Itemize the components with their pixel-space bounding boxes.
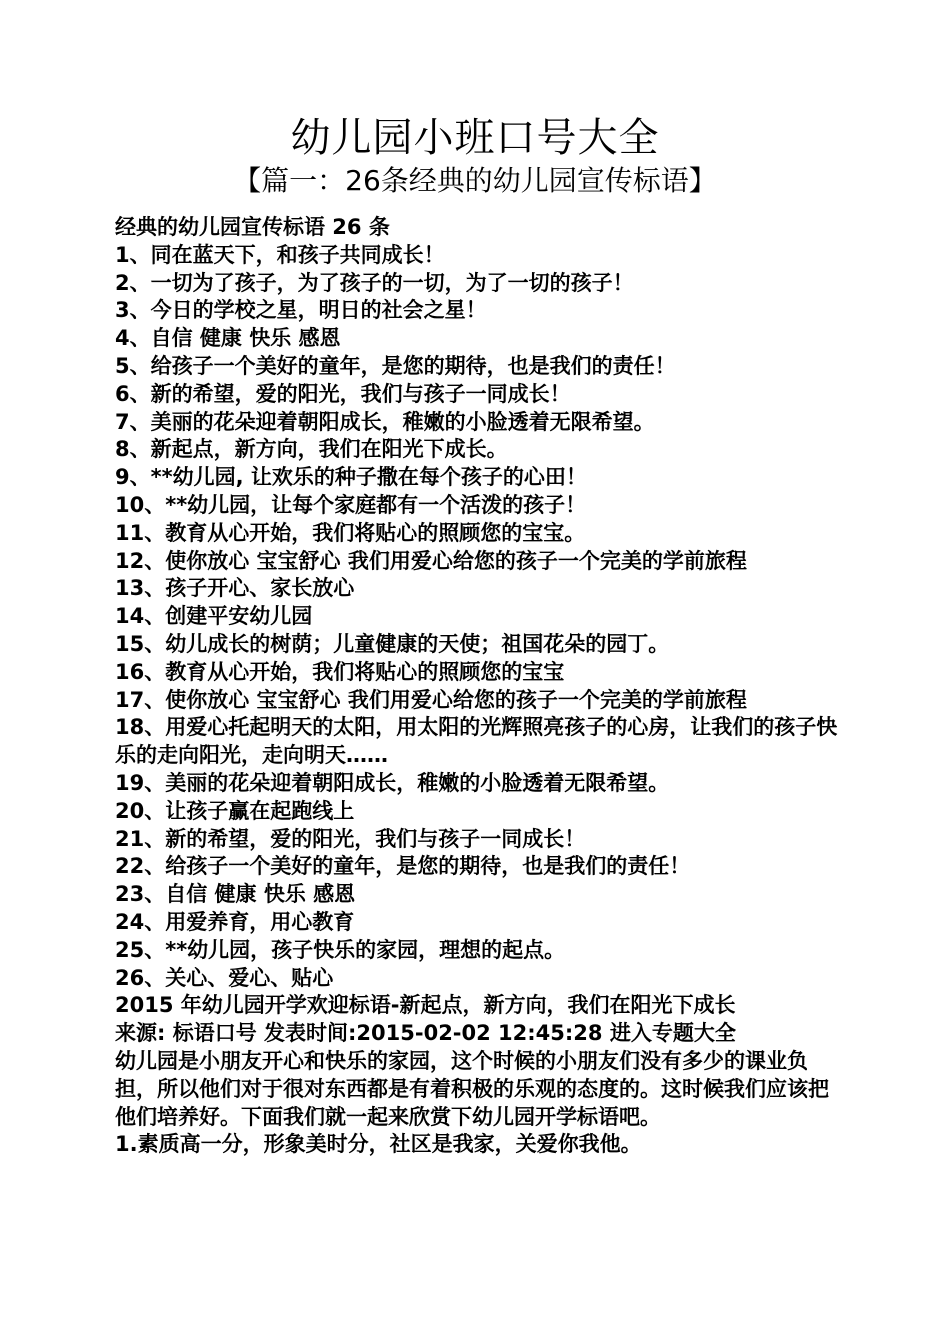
text-line: 13、孩子开心、家长放心 [115,576,355,601]
text-line: 乐的走向阳光，走向明天…… [115,743,388,768]
text-line: 26、关心、爱心、贴心 [115,965,334,990]
text-line: 23、自信 健康 快乐 感恩 [115,882,356,907]
text-line: 12、使你放心 宝宝舒心 我们用爱心给您的孩子一个完美的学前旅程 [115,548,747,573]
text-line: 7、美丽的花朵迎着朝阳成长，稚嫩的小脸透着无限希望。 [115,409,655,434]
text-line: 15、幼儿成长的树荫；儿童健康的天使；祖国花朵的园丁。 [115,631,670,656]
text-line: 3、今日的学校之星，明日的社会之星！ [115,298,487,323]
document-body [115,214,840,1159]
page-subtitle: 【篇一：26条经典的幼儿园宣传标语】 [233,164,717,197]
text-line: 1、同在蓝天下，和孩子共同成长！ [115,242,445,267]
text-line: 来源: 标语口号 发表时间:2015-02-02 12:45:28 进入专题大全 [115,1021,736,1046]
text-line: 8、新起点，新方向，我们在阳光下成长。 [115,437,508,462]
text-line: 18、用爱心托起明天的太阳，用太阳的光辉照亮孩子的心房，让我们的孩子快 [115,715,838,740]
text-line: 21、新的希望，爱的阳光，我们与孩子一同成长！ [115,826,586,851]
text-line: 2015 年幼儿园开学欢迎标语-新起点，新方向，我们在阳光下成长 [115,993,736,1018]
page-title: 幼儿园小班口号大全 [290,115,660,161]
text-line: 24、用爱养育，用心教育 [115,909,355,934]
last-line: 1.素质高一分，形象美时分，社区是我家，关爱你我他。 [115,1132,642,1157]
text-line: 19、美丽的花朵迎着朝阳成长，稚嫩的小脸透着无限希望。 [115,770,670,795]
text-line: 22、给孩子一个美好的童年，是您的期待，也是我们的责任！ [115,854,691,879]
text-line: 25、**幼儿园，孩子快乐的家园，理想的起点。 [115,937,566,962]
text-line: 17、使你放心 宝宝舒心 我们用爱心给您的孩子一个完美的学前旅程 [115,687,747,712]
text-line: 16、教育从心开始，我们将贴心的照顾您的宝宝 [115,659,565,684]
text-line: 2、一切为了孩子，为了孩子的一切，为了一切的孩子！ [115,270,634,295]
text-line: 11、教育从心开始，我们将贴心的照顾您的宝宝。 [115,520,586,545]
slogan-list [115,214,840,1048]
text-line: 14、创建平安幼儿园 [115,604,313,629]
text-line: 9、**幼儿园, 让欢乐的种子撒在每个孩子的心田！ [115,465,587,490]
text-line: 5、给孩子一个美好的童年，是您的期待，也是我们的责任！ [115,353,676,378]
text-line: 20、让孩子赢在起跑线上 [115,798,355,823]
intro-paragraph: 幼儿园是小朋友开心和快乐的家园，这个时候的小朋友们没有多少的课业负担，所以他们对于很对东西都是有着积极的乐观的态度的。这时候我们应该把他们培养好。下面我们就一起来欣赏下幼儿园开学标语吧。 [115,1048,829,1129]
text-line: 4、自信 健康 快乐 感恩 [115,326,341,351]
text-line: 10、**幼儿园，让每个家庭都有一个活泼的孩子！ [115,492,587,517]
text-line: 6、新的希望，爱的阳光，我们与孩子一同成长！ [115,381,571,406]
text-line: 经典的幼儿园宣传标语 26 条 [115,215,390,239]
